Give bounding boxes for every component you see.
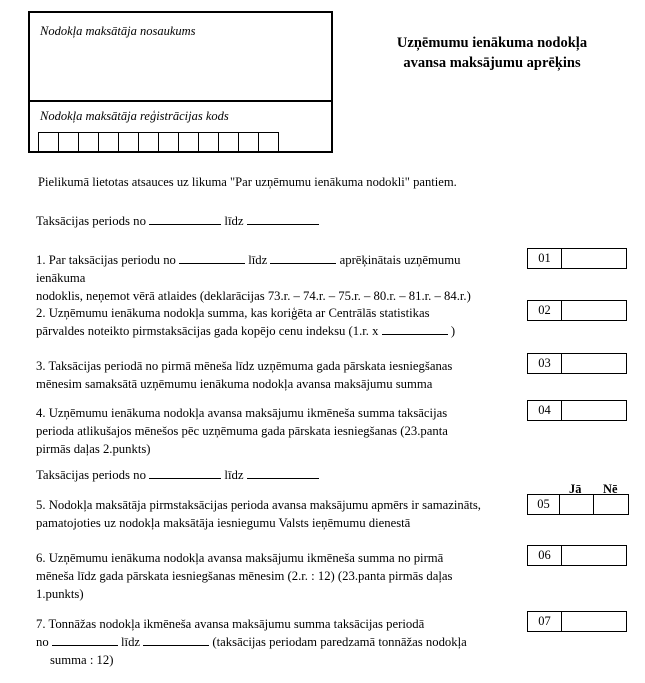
taxpayer-name-label: Nodokļa maksātāja nosaukums bbox=[40, 24, 196, 38]
title-line-1: Uzņēmumu ienākuma nodokļa bbox=[396, 35, 588, 51]
item-5-line-1: 5. Nodokļa maksātāja pirmstaksācijas perioda avansa maksājumu apmērs ir samazināts, bbox=[36, 498, 481, 512]
item-7-from-field[interactable] bbox=[52, 634, 118, 646]
item-3-line-2: mēnesim samaksātā uzņēmumu ienākuma nodokļa avansa maksājumu summa bbox=[36, 377, 433, 392]
code-box-03[interactable] bbox=[527, 353, 627, 374]
code-box-02-label: 02 bbox=[528, 301, 562, 320]
legal-reference-note: Pielikumā lietotas atsauces uz likuma "Par uzņēmumu ienākuma nodokli" pantiem. bbox=[38, 175, 457, 189]
item-7 bbox=[36, 615, 506, 669]
item-3-line-1: 3. Taksācijas periodā no pirmā mēneša līdz uzņēmuma gada pārskata iesniegšanas bbox=[36, 359, 453, 373]
item-6-line-1: 6. Uzņēmumu ienākuma nodokļa avansa maksājumu ikmēneša summa no pirmā bbox=[36, 551, 444, 565]
code-box-06-label: 06 bbox=[528, 546, 562, 565]
item-1 bbox=[36, 251, 506, 305]
code-box-02[interactable] bbox=[527, 300, 627, 321]
code-cell[interactable] bbox=[58, 132, 79, 152]
item-6-line-3: 1.punkts) bbox=[36, 587, 84, 602]
tax-period-second-mid: līdz bbox=[224, 467, 244, 482]
item-7-to-field[interactable] bbox=[143, 634, 209, 646]
tax-period-second-prefix: Taksācijas periods no bbox=[36, 467, 146, 482]
item-7-text-b: līdz bbox=[121, 635, 141, 650]
item-2-text-a: pārvaldes noteikto pirmstaksācijas gada kopējo cenu indeksu (1.r. x bbox=[36, 324, 379, 339]
tax-period-first-from-field[interactable] bbox=[149, 213, 221, 225]
item-2-index-field[interactable] bbox=[382, 323, 448, 335]
item-3 bbox=[36, 357, 506, 393]
column-header-yes: Jā bbox=[569, 482, 582, 496]
taxpayer-header-box bbox=[28, 11, 333, 153]
code-box-01-label: 01 bbox=[528, 249, 562, 268]
code-box-07-label: 07 bbox=[528, 612, 562, 631]
code-box-06[interactable] bbox=[527, 545, 627, 566]
item-6 bbox=[36, 549, 506, 603]
registration-code-label: Nodokļa maksātāja reģistrācijas kods bbox=[40, 109, 229, 123]
code-box-05-yes-cell[interactable] bbox=[560, 495, 594, 514]
item-7-line-3: summa : 12) bbox=[50, 653, 114, 668]
code-box-05-label: 05 bbox=[528, 495, 560, 514]
item-4-line-1: 4. Uzņēmumu ienākuma nodokļa avansa maksājumu ikmēneša summa taksācijas bbox=[36, 406, 448, 420]
tax-period-first-to-field[interactable] bbox=[247, 213, 319, 225]
code-cell[interactable] bbox=[158, 132, 179, 152]
code-box-04-value[interactable] bbox=[562, 401, 626, 420]
code-cell[interactable] bbox=[138, 132, 159, 152]
registration-code-grid[interactable] bbox=[38, 132, 278, 152]
page-title bbox=[352, 34, 632, 73]
code-box-02-value[interactable] bbox=[562, 301, 626, 320]
code-cell[interactable] bbox=[178, 132, 199, 152]
code-box-07[interactable] bbox=[527, 611, 627, 632]
item-1-line-2: nodoklis, neņemot vērā atlaides (deklarācijas 73.r. – 74.r. – 75.r. – 80.r. – 81.r. – 84.r.) bbox=[36, 289, 471, 304]
code-box-01[interactable] bbox=[527, 248, 627, 269]
code-cell[interactable] bbox=[198, 132, 219, 152]
code-box-05-no-cell[interactable] bbox=[594, 495, 628, 514]
tax-period-first-mid: līdz bbox=[224, 213, 244, 228]
code-box-07-value[interactable] bbox=[562, 612, 626, 631]
code-box-03-label: 03 bbox=[528, 354, 562, 373]
item-2-text-b: ) bbox=[450, 324, 456, 339]
code-cell[interactable] bbox=[258, 132, 279, 152]
code-box-04[interactable] bbox=[527, 400, 627, 421]
item-2 bbox=[36, 304, 506, 340]
item-4-line-2: perioda atlikušajos mēnešos pēc uzņēmuma gada pārskata iesniegšanas (23.panta bbox=[36, 424, 448, 439]
column-header-no: Nē bbox=[603, 482, 618, 496]
item-7-line-1: 7. Tonnāžas nodokļa ikmēneša avansa maksājumu summa taksācijas periodā bbox=[36, 617, 425, 631]
code-box-03-value[interactable] bbox=[562, 354, 626, 373]
item-7-text-c: (taksācijas periodam paredzamā tonnāžas nodokļa bbox=[212, 635, 467, 650]
code-cell[interactable] bbox=[238, 132, 259, 152]
code-box-01-value[interactable] bbox=[562, 249, 626, 268]
item-1-text-c: aprēķinātais uzņēmumu ienākuma bbox=[36, 253, 461, 286]
item-5-line-2: pamatojoties uz nodokļa maksātāja iesniegumu Valsts ieņēmumu dienestā bbox=[36, 516, 411, 531]
item-2-line-2 bbox=[36, 322, 506, 340]
code-box-06-value[interactable] bbox=[562, 546, 626, 565]
code-cell[interactable] bbox=[98, 132, 119, 152]
item-2-line-1: 2. Uzņēmumu ienākuma nodokļa summa, kas koriģēta ar Centrālās statistikas bbox=[36, 306, 430, 320]
title-line-2: avansa maksājumu aprēķins bbox=[403, 54, 581, 71]
item-1-from-field[interactable] bbox=[179, 252, 245, 264]
code-cell[interactable] bbox=[118, 132, 139, 152]
item-7-line-2 bbox=[36, 633, 506, 651]
tax-period-second-to-field[interactable] bbox=[247, 467, 319, 479]
item-7-text-a: no bbox=[36, 635, 49, 650]
item-6-line-2: mēneša līdz gada pārskata iesniegšanas mēnesim (2.r. : 12) (23.panta pirmās daļas bbox=[36, 569, 453, 584]
code-cell[interactable] bbox=[218, 132, 239, 152]
item-1-text-b: līdz bbox=[248, 253, 268, 267]
code-cell[interactable] bbox=[38, 132, 59, 152]
item-1-to-field[interactable] bbox=[270, 252, 336, 264]
item-1-text-a: 1. Par taksācijas periodu no bbox=[36, 253, 176, 267]
tax-period-first bbox=[36, 213, 319, 229]
code-cell[interactable] bbox=[78, 132, 99, 152]
tax-period-second bbox=[36, 467, 319, 483]
code-box-05[interactable] bbox=[527, 494, 629, 515]
item-4-line-3: pirmās daļas 2.punkts) bbox=[36, 442, 151, 457]
tax-period-first-prefix: Taksācijas periods no bbox=[36, 213, 146, 228]
item-1-line-1 bbox=[36, 251, 506, 287]
item-5 bbox=[36, 496, 506, 532]
code-box-04-label: 04 bbox=[528, 401, 562, 420]
tax-period-second-from-field[interactable] bbox=[149, 467, 221, 479]
item-4 bbox=[36, 404, 506, 458]
